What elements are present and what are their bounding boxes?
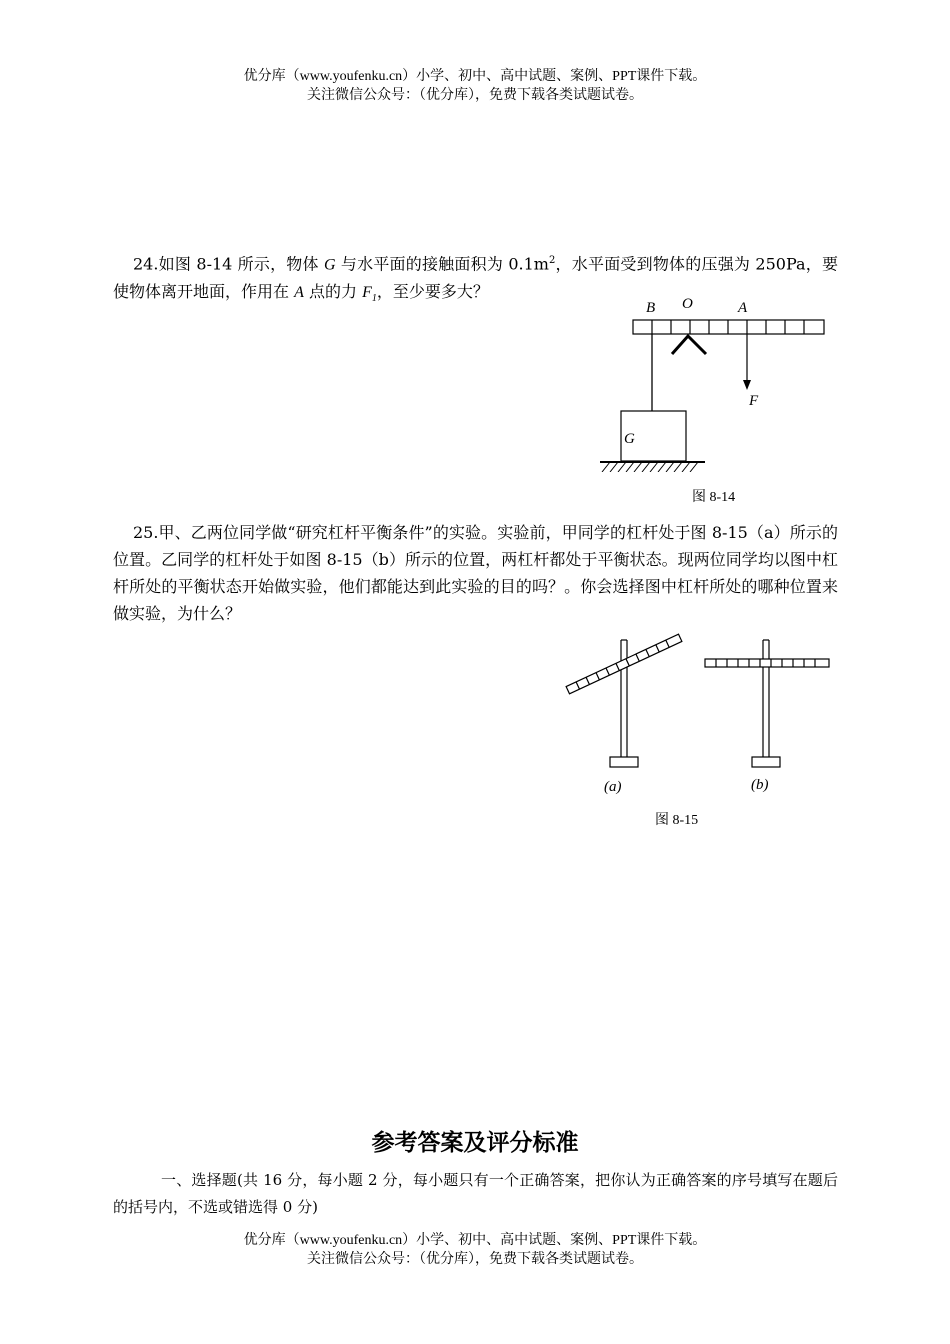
q24-var-g: G — [324, 256, 336, 274]
figure-8-15-caption: 图 8-15 — [655, 813, 699, 828]
label-a: (a) — [604, 779, 622, 795]
footer-line-2: 关注微信公众号：（优分库），免费下载各类试题试卷。 — [307, 1252, 643, 1267]
q24-superscript: 2 — [548, 255, 556, 266]
label-o: O — [682, 296, 693, 312]
q24-text-2: 与水平面的接触面积为 0.1m — [335, 254, 549, 274]
answers-section-1 — [113, 1167, 838, 1221]
q24-number: 24. — [133, 254, 159, 274]
label-g: G — [624, 431, 635, 447]
q24-text-5: ，至少要多大？ — [376, 282, 489, 302]
label-b: (b) — [751, 777, 769, 793]
level-lever-b — [705, 659, 829, 667]
q24-text-3: ，水平面受到物体的压强为 250Pa，要使物体离开地面，作用在 — [113, 254, 838, 302]
ground-surface — [600, 462, 705, 472]
page-header — [0, 67, 950, 105]
fulcrum-wedge — [672, 336, 706, 354]
q24-subscript: 1 — [371, 293, 377, 305]
figure-8-14-caption: 图 8-14 — [692, 490, 736, 505]
label-f: F — [749, 393, 759, 409]
page-footer — [0, 1231, 950, 1269]
section-1-text: 一、选择题(共 16 分，每小题 2 分，每小题只有一个正确答案，把你认为正确答案的序号填写在题后的括号内，不选或错选得 0 分) — [113, 1171, 838, 1216]
lever-bar — [633, 320, 824, 334]
q24-var-a: A — [294, 284, 304, 302]
label-b: B — [646, 300, 656, 316]
header-line-2: 关注微信公众号：（优分库），免费下载各类试题试卷。 — [307, 88, 643, 103]
label-a: A — [738, 300, 748, 316]
footer-line-1: 优分库（www.youfenku.cn）小学、初中、高中试题、案例、PPT课件下载。 — [243, 1233, 707, 1248]
tilted-lever-a — [566, 634, 682, 694]
figure-8-14-diagram — [590, 292, 840, 472]
figure-8-15-diagram — [560, 628, 840, 800]
q25-text: 25.甲、乙两位同学做“研究杠杆平衡条件”的实验。实验前，甲同学的杠杆处于图 8-15（a）所示的位置。乙同学的杠杆处于如图 8-15（b）所示的位置，两杠杆都处于平衡状态。现两位同学均以图中杠杆所处的平衡状态开始做实验，他们都能达到此实验的目的吗？。你会选择图中杠杆所处的哪种位置来做实验，为什么？ — [113, 523, 838, 623]
q24-text-4: 点的力 — [303, 282, 363, 302]
q24-var-f: F — [362, 284, 372, 302]
force-arrow-head — [743, 380, 751, 390]
answers-title: 参考答案及评分标准 — [371, 1130, 579, 1156]
q24-text-1: 如图 8-14 所示，物体 — [158, 254, 325, 274]
header-line-1: 优分库（www.youfenku.cn）小学、初中、高中试题、案例、PPT课件下载。 — [243, 69, 707, 84]
question-25 — [113, 519, 838, 627]
